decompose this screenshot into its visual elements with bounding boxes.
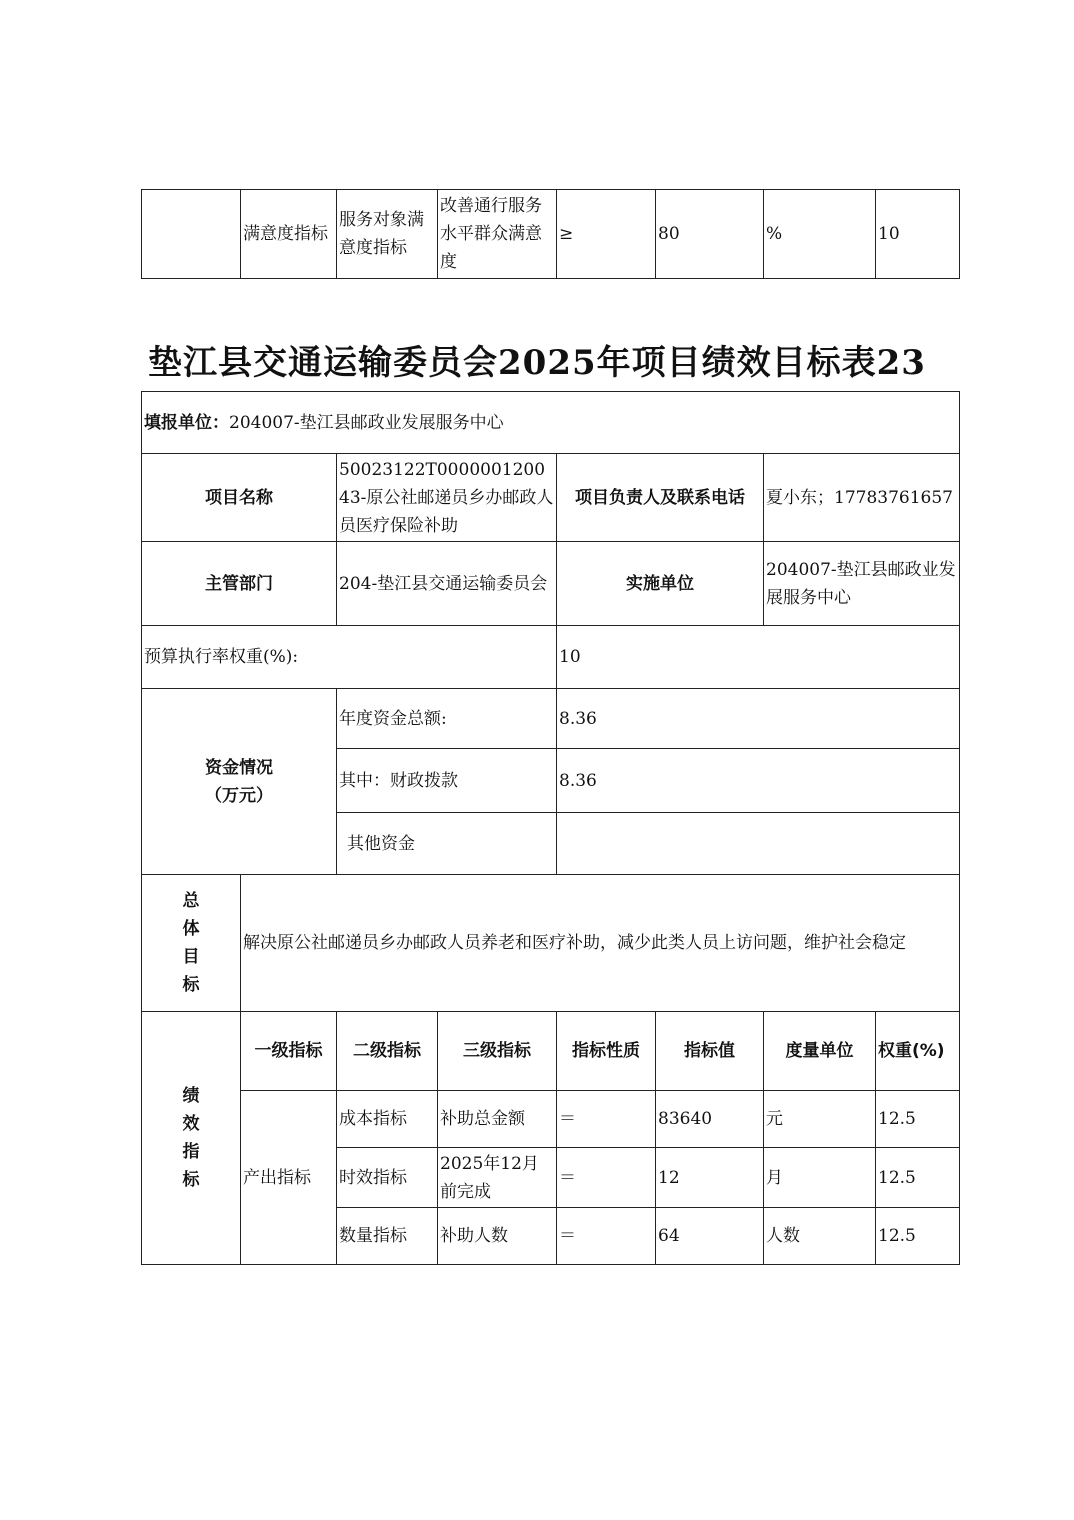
perf-level2: 成本指标 xyxy=(337,1091,438,1148)
goal-label-char: 总 xyxy=(182,891,200,911)
goal-row xyxy=(142,875,960,1012)
value-cell: 80 xyxy=(656,190,764,279)
empty-cell xyxy=(142,190,241,279)
unit-label: 填报单位： xyxy=(144,412,229,433)
header-value: 指标值 xyxy=(656,1012,764,1091)
perf-label-char: 效 xyxy=(182,1114,200,1134)
contact-label: 项目负责人及联系电话 xyxy=(557,454,764,542)
project-row xyxy=(142,454,960,542)
funds-other-label: 其他资金 xyxy=(337,813,557,875)
header-level3: 三级指标 xyxy=(438,1012,557,1091)
header-nature: 指标性质 xyxy=(557,1012,656,1091)
perf-level3: 补助人数 xyxy=(438,1208,557,1265)
indicator-cell: 改善通行服务水平群众满意度 xyxy=(438,190,557,279)
goal-label-char: 标 xyxy=(182,975,200,995)
header-level1: 一级指标 xyxy=(241,1012,337,1091)
unit-cell: % xyxy=(764,190,876,279)
perf-weight: 12.5 xyxy=(876,1148,960,1208)
funds-fiscal-value: 8.36 xyxy=(557,749,960,813)
header-unit: 度量单位 xyxy=(764,1012,876,1091)
funds-total-value: 8.36 xyxy=(557,689,960,749)
funds-label-line1: 资金情况 xyxy=(205,757,273,778)
unit-cell xyxy=(142,392,960,454)
budget-rate-row xyxy=(142,626,960,689)
funds-total-label: 年度资金总额: xyxy=(337,689,557,749)
nature-cell: ≥ xyxy=(557,190,656,279)
continuation-table xyxy=(141,189,960,279)
goal-label-char: 体 xyxy=(182,919,200,939)
perf-unit: 人数 xyxy=(764,1208,876,1265)
table-row xyxy=(142,1091,960,1148)
level3-cell: 服务对象满意度指标 xyxy=(337,190,438,279)
perf-value: 12 xyxy=(656,1148,764,1208)
impl-value: 204007-垫江县邮政业发展服务中心 xyxy=(764,542,960,626)
perf-level2: 时效指标 xyxy=(337,1148,438,1208)
dept-label: 主管部门 xyxy=(142,542,337,626)
perf-value: 64 xyxy=(656,1208,764,1265)
funds-fiscal-label: 其中：财政拨款 xyxy=(337,749,557,813)
budget-rate-value: 10 xyxy=(557,626,960,689)
goal-label-char: 目 xyxy=(182,947,200,967)
perf-label-char: 标 xyxy=(182,1170,200,1190)
perf-weight: 12.5 xyxy=(876,1208,960,1265)
header-level2: 二级指标 xyxy=(337,1012,438,1091)
page-title: 垫江县交通运输委员会2025年项目绩效目标表23 xyxy=(148,343,926,383)
perf-level3: 2025年12月前完成 xyxy=(438,1148,557,1208)
perf-level3: 补助总金额 xyxy=(438,1091,557,1148)
perf-level1: 产出指标 xyxy=(241,1091,337,1265)
perf-unit: 月 xyxy=(764,1148,876,1208)
contact-value: 夏小东；17783761657 xyxy=(764,454,960,542)
funds-other-value xyxy=(557,813,960,875)
funds-row-total xyxy=(142,689,960,749)
funds-label xyxy=(142,689,337,875)
level2-cell: 满意度指标 xyxy=(241,190,337,279)
project-name-label: 项目名称 xyxy=(142,454,337,542)
unit-value: 204007-垫江县邮政业发展服务中心 xyxy=(229,412,504,433)
perf-header-row xyxy=(142,1012,960,1091)
project-name-value: 50023122T000000120043-原公社邮递员乡办邮政人员医疗保险补助 xyxy=(337,454,557,542)
perf-nature: ＝ xyxy=(557,1208,656,1265)
budget-rate-label: 预算执行率权重(%): xyxy=(142,626,557,689)
performance-form-table xyxy=(141,391,960,1265)
goal-value: 解决原公社邮递员乡办邮政人员养老和医疗补助，减少此类人员上访问题，维护社会稳定 xyxy=(241,875,960,1012)
perf-weight: 12.5 xyxy=(876,1091,960,1148)
header-weight: 权重(%) xyxy=(876,1012,960,1091)
perf-nature: ＝ xyxy=(557,1091,656,1148)
table-row xyxy=(142,190,960,279)
unit-row xyxy=(142,392,960,454)
perf-level2: 数量指标 xyxy=(337,1208,438,1265)
perf-label-char: 指 xyxy=(182,1142,200,1162)
perf-unit: 元 xyxy=(764,1091,876,1148)
impl-label: 实施单位 xyxy=(557,542,764,626)
goal-label xyxy=(142,875,241,1012)
perf-value: 83640 xyxy=(656,1091,764,1148)
perf-label-char: 绩 xyxy=(182,1086,200,1106)
perf-label xyxy=(142,1012,241,1265)
weight-cell: 10 xyxy=(876,190,960,279)
dept-value: 204-垫江县交通运输委员会 xyxy=(337,542,557,626)
funds-label-line2: （万元） xyxy=(205,785,273,806)
dept-row xyxy=(142,542,960,626)
perf-nature: ＝ xyxy=(557,1148,656,1208)
